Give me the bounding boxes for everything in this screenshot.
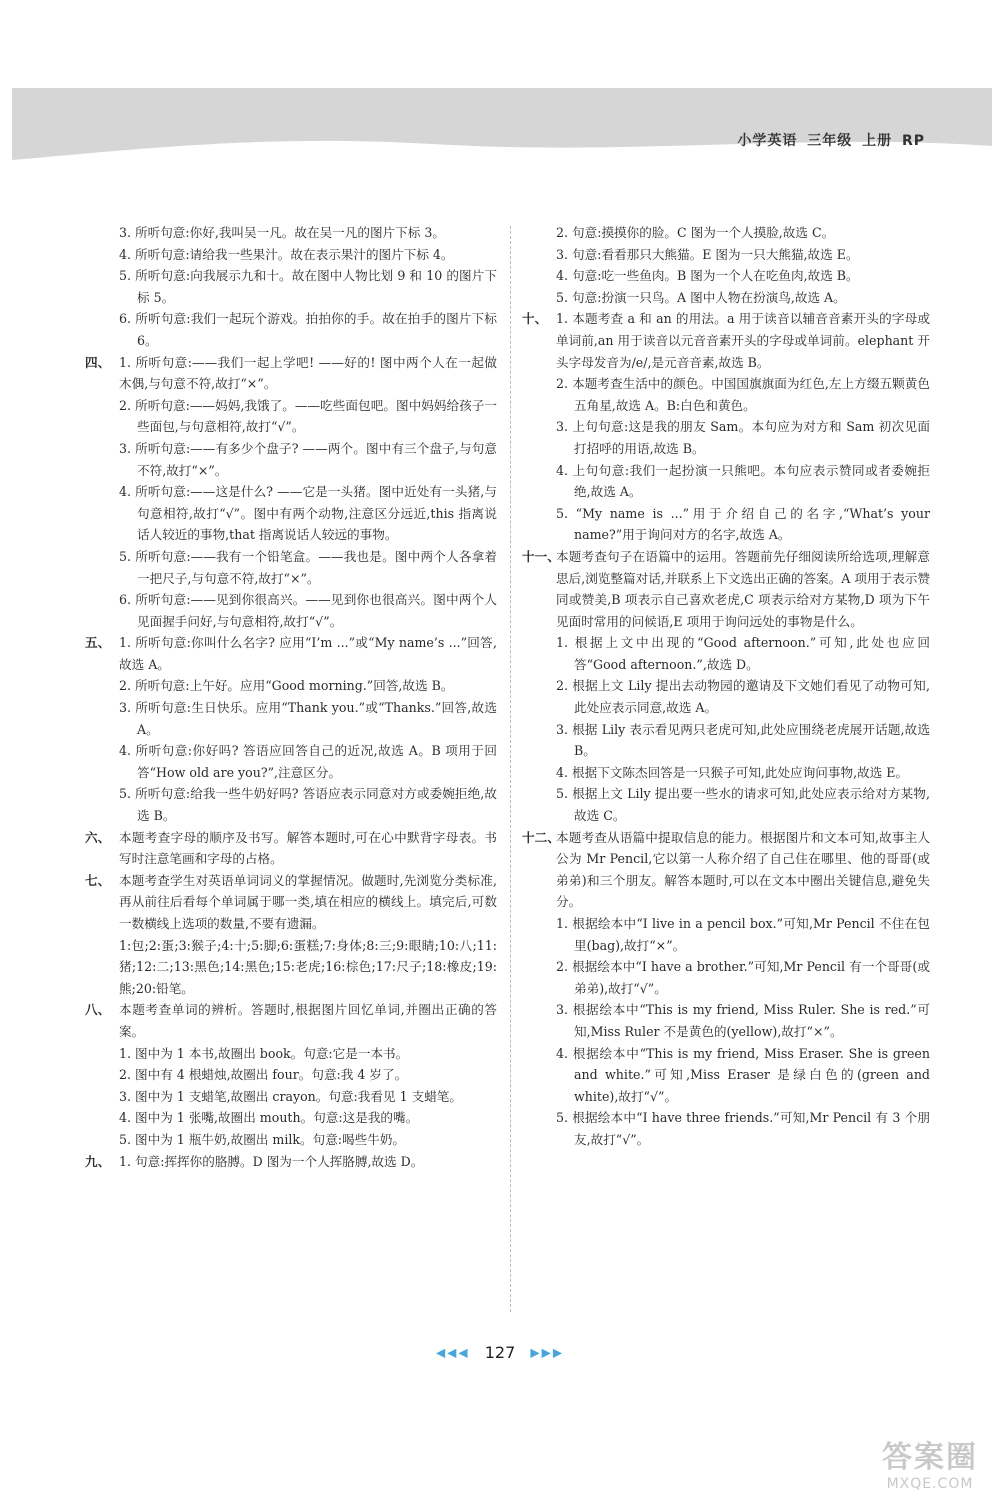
item-text: 4. 根据绘本中“This is my friend, Miss Eraser. She is green and white.”可知,Miss Eraser 是绿白色的(green and white),故打“√”。 [556,1045,930,1104]
column-divider [510,226,511,1312]
answer-item [85,1086,497,1108]
answer-item [522,675,930,718]
answer-item [85,589,497,632]
item-text: 6. 所听句意:我们一起玩个游戏。拍拍你的手。故在拍手的图片下标 6。 [119,311,497,348]
answer-item [85,1129,497,1151]
answer-item [85,675,497,697]
answer-item [85,1043,497,1065]
item-text: 3. 根据 Lily 表示看见两只老虎可知,此处应围绕老虎展开话题,故选 B。 [556,721,930,759]
item-text: 1. 所听句意:——我们一起上学吧! ——好的! 图中两个人在一起做木偶,与句意不符,故打“×”。 [119,354,497,392]
section-number: 十一、 [522,548,560,564]
answer-item [85,222,497,244]
item-text: 4. 句意:吃一些鱼肉。B 图为一个人在吃鱼肉,故选 B。 [556,268,859,284]
item-text: 4. 上句句意:我们一起扮演一只熊吧。本句应表示赞同或者委婉拒绝,故选 A。 [556,462,930,500]
answer-item [85,935,497,1000]
answer-item [522,244,930,266]
answer-item [522,416,930,459]
answer-item [522,762,930,784]
section-item [522,546,930,632]
answer-item [85,395,497,438]
answer-item [522,1043,930,1108]
item-text: 3. 所听句意:你好,我叫吴一凡。故在吴一凡的图片下标 3。 [119,225,445,240]
answer-item [522,719,930,762]
item-text: 2. 本题考查生活中的颜色。中国国旗旗面为红色,左上方缀五颗黄色五角星,故选 A。B:白色和黄色。 [556,376,930,413]
section-number: 五、 [85,635,111,651]
item-text: 5. 根据上文 Lily 提出要一些水的请求可知,此处应表示给对方某物,故选 C。 [556,786,930,824]
section-item [85,999,497,1042]
answer-item [522,999,930,1042]
item-text: 本题考查句子在语篇中的运用。答题前先仔细阅读所给选项,理解意思后,浏览整篇对话,并联系上下文选出正确的答案。A 项用于表示赞同或赞美,B 项表示自己喜欢老虎,C 项表示给对方某物,D 项为下午见面时常用的问候语,E 项用于询问远处的事物是什么。 [556,548,930,629]
answer-item [85,546,497,589]
item-text: 5. 所听句意:向我展示九和十。故在图中人物比划 9 和 10 的图片下标 5。 [119,268,497,305]
header-volume: 上册 [862,133,893,149]
item-text: 1. 根据绘本中“I live in a pencil box.”可知,Mr Pencil 不住在包里(bag),故打“×”。 [556,916,930,953]
section-item [85,352,497,395]
item-text: 3. 句意:看看那只大熊猫。E 图为一只大熊猫,故选 E。 [556,246,859,262]
section-number: 十二、 [522,829,560,845]
section-item [522,827,930,913]
item-text: 本题考查字母的顺序及书写。解答本题时,可在心中默背字母表。书写时注意笔画和字母的占格。 [119,829,497,867]
item-text: 本题考查从语篇中提取信息的能力。根据图片和文本可知,故事主人公为 Mr Pencil,它以第一人称介绍了自己住在哪里、他的哥哥(或弟弟)和三个朋友。解答本题时,可以在文本中圈出关键信息,避免失分。 [556,829,930,910]
section-item [85,827,497,870]
left-column [85,222,497,1172]
answer-item [522,265,930,287]
item-text: 5. 所听句意:——我有一个铅笔盒。——我也是。图中两个人各拿着一把尺子,与句意不符,故打“×”。 [119,548,497,586]
answer-item [85,265,497,308]
item-text: 4. 图中为 1 张嘴,故圈出 mouth。句意:这是我的嘴。 [119,1110,419,1126]
answer-item [522,1107,930,1150]
header-band-shape [12,88,992,166]
section-number: 八、 [85,1002,111,1018]
answer-item [85,740,497,783]
item-text: 5. 所听句意:给我一些牛奶好吗? 答语应表示同意对方或委婉拒绝,故选 B。 [119,786,497,824]
watermark-main: 答案圈 [882,1440,978,1475]
right-column [522,222,930,1151]
item-text: 5. 根据绘本中“I have three friends.”可知,Mr Pencil 有 3 个朋友,故打“√”。 [556,1110,930,1147]
item-text: 1:包;2:蛋;3:猴子;4:十;5:脚;6:蛋糕;7:身体;8:三;9:眼睛;10:八;11:猪;12:二;13:黑色;14:黑色;15:老虎;16:棕色;17:尺子;18:橡皮;19:熊;20:铅笔。 [119,937,497,996]
answer-item [522,956,930,999]
section-item [85,870,497,935]
section-number: 十、 [522,311,548,327]
answer-item [85,308,497,351]
answer-item [85,438,497,481]
answer-item [85,481,497,546]
answer-item [522,913,930,956]
next-arrows-icon: ▶▶▶ [530,1345,565,1360]
answer-item [522,460,930,503]
section-number: 七、 [85,872,111,888]
header-grade: 三年级 [807,133,853,149]
page-number: 127 [484,1343,516,1362]
item-text: 1. 图中为 1 本书,故圈出 book。句意:它是一本书。 [119,1045,409,1061]
item-text: 3. 所听句意:——有多少个盘子? ——两个。图中有三个盘子,与句意不符,故打“×”。 [119,440,497,478]
answer-item [522,222,930,244]
answer-item [85,697,497,740]
answer-item [85,1064,497,1086]
header-edition: RP [901,133,925,149]
item-text: 2. 所听句意:——妈妈,我饿了。——吃些面包吧。图中妈妈给孩子一些面包,与句意相符,故打“√”。 [119,397,497,435]
item-text: 5. 句意:扮演一只鸟。A 图中人物在扮演鸟,故选 A。 [556,289,846,305]
answer-item [85,783,497,826]
item-text: 2. 所听句意:上午好。应用“Good morning.”回答,故选 B。 [119,678,454,694]
item-text: 2. 图中有 4 根蜡烛,故圈出 four。句意:我 4 岁了。 [119,1067,408,1083]
item-text: 1. 本题考查 a 和 an 的用法。a 用于读音以辅音音素开头的字母或单词前,an 用于读音以元音音素开头的字母或单词前。elephant 开头字母发音为/e/,是元音音素,故选 B。 [556,311,930,370]
item-text: 4. 根据下文陈杰回答是一只猴子可知,此处应询问事物,故选 E。 [556,764,909,780]
answer-item [522,503,930,546]
header-subject: 小学英语 [737,133,798,149]
item-text: 2. 句意:摸摸你的脸。C 图为一个人摸脸,故选 C。 [556,225,835,240]
item-text: 1. 根据上文中出现的“Good afternoon.”可知,此处也应回答“Good afternoon.”,故选 D。 [556,635,930,672]
item-text: 3. 所听句意:生日快乐。应用“Thank you.”或“Thanks.”回答,故选 A。 [119,700,497,737]
item-text: 6. 所听句意:——见到你很高兴。——见到你也很高兴。图中两个人见面握手问好,与句意相符,故打“√”。 [119,592,497,629]
item-text: 1. 句意:挥挥你的胳膊。D 图为一个人挥胳膊,故选 D。 [119,1153,424,1169]
answer-item [85,244,497,266]
item-text: 3. 根据绘本中“This is my friend, Miss Ruler. She is red.”可知,Miss Ruler 不是黄色的(yellow),故打“×”。 [556,1002,930,1039]
answer-item [522,287,930,309]
answer-item [522,783,930,826]
page-footer [0,1342,1000,1362]
section-number: 九、 [85,1153,111,1169]
item-text: 3. 上句句意:这是我的朋友 Sam。本句应为对方和 Sam 初次见面打招呼的用语,故选 B。 [556,419,930,456]
watermark-site: MXQE.COM [886,1476,974,1492]
item-text: 4. 所听句意:请给我一些果汁。故在表示果汁的图片下标 4。 [119,246,454,262]
prev-arrows-icon: ◀◀◀ [435,1345,470,1360]
item-text: 1. 所听句意:你叫什么名字? 应用“I’m ...”或“My name’s ...”回答,故选 A。 [119,635,497,672]
answer-item [85,1107,497,1129]
item-text: 本题考查学生对英语单词词义的掌握情况。做题时,先浏览分类标准,再从前往后看每个单词属于哪一类,填在相应的横线上。填完后,可数一数横线上选项的数量,不要有遗漏。 [119,872,497,931]
section-item [85,1151,497,1173]
section-item [522,308,930,373]
item-text: 5. 图中为 1 瓶牛奶,故圈出 milk。句意:喝些牛奶。 [119,1131,406,1147]
answer-item [522,632,930,675]
section-item [85,632,497,675]
item-text: 5. “My name is ...”用于介绍自己的名字,“What’s your name?”用于询问对方的名字,故选 A。 [556,505,930,543]
answer-item [522,373,930,416]
item-text: 3. 图中为 1 支蜡笔,故圈出 crayon。句意:我看见 1 支蜡笔。 [119,1088,462,1104]
page-header [737,130,925,150]
section-number: 六、 [85,829,111,845]
item-text: 4. 所听句意:你好吗? 答语应回答自己的近况,故选 A。B 项用于回答“How old are you?”,注意区分。 [119,743,497,780]
item-text: 本题考查单词的辨析。答题时,根据图片回忆单词,并圈出正确的答案。 [119,1002,497,1039]
section-number: 四、 [85,354,111,370]
item-text: 2. 根据上文 Lily 提出去动物园的邀请及下文她们看见了动物可知,此处应表示同意,故选 A。 [556,678,930,716]
item-text: 2. 根据绘本中“I have a brother.”可知,Mr Pencil 有一个哥哥(或弟弟),故打“√”。 [556,959,930,996]
watermark-logo [882,1432,978,1492]
item-text: 4. 所听句意:——这是什么? ——它是一头猪。图中近处有一头猪,与句意相符,故打“√”。图中有两个动物,注意区分远近,this 指离说话人较近的事物,that 指离说话人较远的事物。 [119,484,497,543]
header-band [12,88,992,166]
